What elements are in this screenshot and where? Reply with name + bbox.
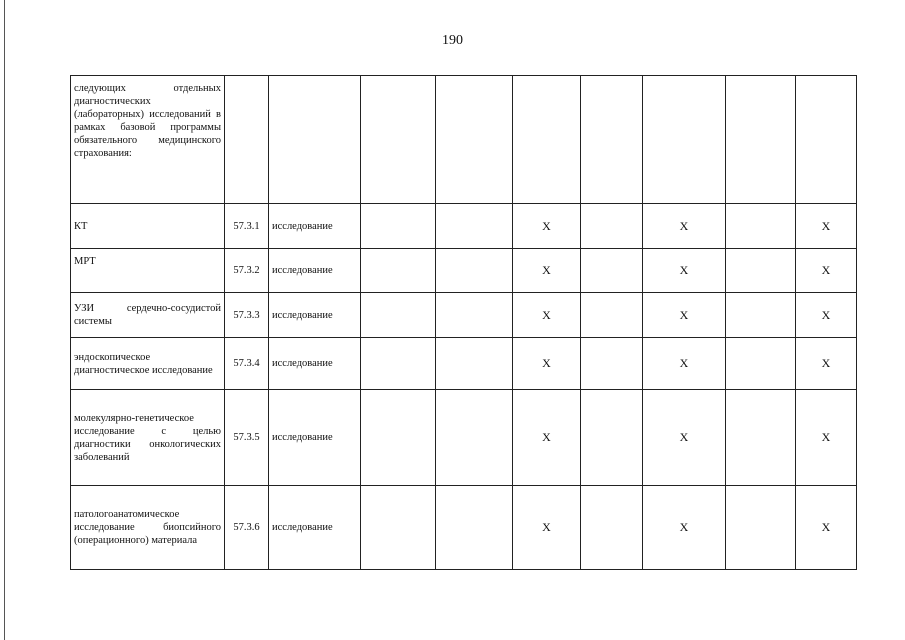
mark-cell bbox=[436, 390, 513, 486]
data-table bbox=[70, 75, 857, 570]
mark-cell bbox=[726, 249, 796, 293]
row-code: 57.3.1 bbox=[225, 204, 269, 249]
mark-cell bbox=[436, 486, 513, 570]
mark-cell: X bbox=[513, 390, 581, 486]
mark-cell: X bbox=[643, 338, 726, 390]
empty-cell bbox=[643, 76, 726, 204]
mark-cell bbox=[436, 204, 513, 249]
mark-cell bbox=[361, 293, 436, 338]
row-code: 57.3.4 bbox=[225, 338, 269, 390]
mark-cell bbox=[436, 338, 513, 390]
table-row bbox=[71, 76, 857, 204]
row-description: патологоанатомическое исследование биопсийного (операционного) материала bbox=[71, 486, 225, 570]
page-number: 190 bbox=[442, 33, 463, 48]
row-code: 57.3.3 bbox=[225, 293, 269, 338]
page-left-border bbox=[4, 0, 5, 640]
mark-cell bbox=[361, 486, 436, 570]
mark-cell: X bbox=[513, 338, 581, 390]
row-code: 57.3.2 bbox=[225, 249, 269, 293]
mark-cell: X bbox=[796, 249, 857, 293]
row-unit: исследование bbox=[269, 338, 361, 390]
mark-cell bbox=[361, 204, 436, 249]
mark-cell bbox=[581, 293, 643, 338]
mark-cell: X bbox=[643, 204, 726, 249]
mark-cell bbox=[726, 204, 796, 249]
mark-cell: X bbox=[796, 204, 857, 249]
row-unit: исследование bbox=[269, 486, 361, 570]
row-unit: исследование bbox=[269, 390, 361, 486]
mark-cell: X bbox=[513, 293, 581, 338]
empty-cell bbox=[796, 76, 857, 204]
empty-cell bbox=[361, 76, 436, 204]
table-row bbox=[71, 338, 857, 390]
mark-cell: X bbox=[796, 390, 857, 486]
mark-cell: X bbox=[513, 249, 581, 293]
row-code bbox=[225, 76, 269, 204]
mark-cell bbox=[361, 338, 436, 390]
mark-cell bbox=[581, 338, 643, 390]
empty-cell bbox=[436, 76, 513, 204]
table-row bbox=[71, 204, 857, 249]
mark-cell: X bbox=[513, 204, 581, 249]
mark-cell bbox=[361, 249, 436, 293]
mark-cell: X bbox=[513, 486, 581, 570]
mark-cell bbox=[726, 390, 796, 486]
row-description: МРТ bbox=[71, 249, 225, 293]
table-row bbox=[71, 293, 857, 338]
mark-cell: X bbox=[796, 486, 857, 570]
row-unit: исследование bbox=[269, 293, 361, 338]
row-code: 57.3.6 bbox=[225, 486, 269, 570]
mark-cell bbox=[726, 486, 796, 570]
table-row bbox=[71, 486, 857, 570]
table-row bbox=[71, 390, 857, 486]
empty-cell bbox=[513, 76, 581, 204]
mark-cell bbox=[361, 390, 436, 486]
empty-cell bbox=[726, 76, 796, 204]
row-description: КТ bbox=[71, 204, 225, 249]
row-unit: исследование bbox=[269, 204, 361, 249]
mark-cell: X bbox=[643, 249, 726, 293]
mark-cell bbox=[581, 249, 643, 293]
mark-cell bbox=[726, 293, 796, 338]
mark-cell bbox=[581, 486, 643, 570]
mark-cell bbox=[436, 249, 513, 293]
empty-cell bbox=[581, 76, 643, 204]
row-description: эндоскопическое диагностическое исследование bbox=[71, 338, 225, 390]
mark-cell: X bbox=[796, 293, 857, 338]
mark-cell: X bbox=[643, 293, 726, 338]
row-unit bbox=[269, 76, 361, 204]
row-code: 57.3.5 bbox=[225, 390, 269, 486]
table-row bbox=[71, 249, 857, 293]
row-description: УЗИ сердечно-сосудистой системы bbox=[71, 293, 225, 338]
mark-cell bbox=[581, 390, 643, 486]
row-description: следующих отдельных диагностических (лабораторных) исследований в рамках базовой программы обязательного медицинского страхования: bbox=[71, 76, 225, 204]
mark-cell: X bbox=[796, 338, 857, 390]
mark-cell bbox=[581, 204, 643, 249]
mark-cell bbox=[726, 338, 796, 390]
row-unit: исследование bbox=[269, 249, 361, 293]
mark-cell: X bbox=[643, 390, 726, 486]
mark-cell bbox=[436, 293, 513, 338]
mark-cell: X bbox=[643, 486, 726, 570]
row-description: молекулярно-генетическое исследование с целью диагностики онкологических заболеваний bbox=[71, 390, 225, 486]
